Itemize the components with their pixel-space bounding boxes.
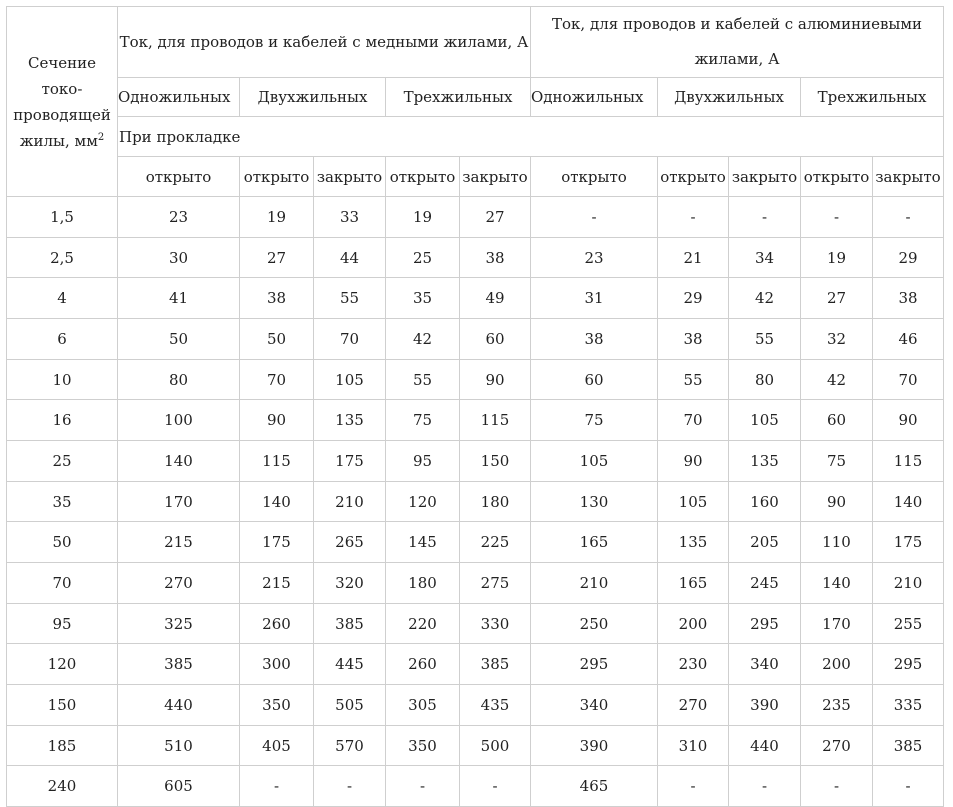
- cu-three-closed-cell: 38: [460, 237, 531, 278]
- cu-two-closed-cell: 320: [314, 563, 386, 604]
- al-three-open-cell: 42: [801, 359, 873, 400]
- al-three-open-cell: 140: [801, 563, 873, 604]
- section-cell: 50: [7, 522, 118, 563]
- cu-three-closed-cell: 60: [460, 319, 531, 360]
- section-cell: 6: [7, 319, 118, 360]
- table-row: [7, 441, 944, 482]
- table-row: [7, 359, 944, 400]
- copper-single-open-header: открыто: [118, 157, 240, 197]
- aluminum-single-core-header: Одножильных: [531, 78, 658, 117]
- al-two-closed-cell: 55: [729, 319, 801, 360]
- aluminum-three-core-header: Трехжильных: [801, 78, 944, 117]
- cu-three-closed-cell: 90: [460, 359, 531, 400]
- table-row: [7, 766, 944, 807]
- al-single-open-cell: 75: [531, 400, 658, 441]
- table-row: [7, 197, 944, 238]
- copper-header: Ток, для проводов и кабелей с медными жилами, А: [118, 7, 531, 78]
- al-two-open-cell: 90: [658, 441, 729, 482]
- al-single-open-cell: 60: [531, 359, 658, 400]
- al-single-open-cell: 38: [531, 319, 658, 360]
- copper-three-closed-header: закрыто: [460, 157, 531, 197]
- aluminum-three-closed-header: закрыто: [873, 157, 944, 197]
- cu-two-closed-cell: 570: [314, 725, 386, 766]
- al-three-closed-cell: 140: [873, 481, 944, 522]
- section-cell: 35: [7, 481, 118, 522]
- table-row: [7, 400, 944, 441]
- cu-three-open-cell: 35: [386, 278, 460, 319]
- al-three-closed-cell: 385: [873, 725, 944, 766]
- al-two-closed-cell: 42: [729, 278, 801, 319]
- al-single-open-cell: 465: [531, 766, 658, 807]
- al-two-closed-cell: 135: [729, 441, 801, 482]
- al-two-closed-cell: -: [729, 197, 801, 238]
- al-three-closed-cell: 29: [873, 237, 944, 278]
- al-two-closed-cell: 440: [729, 725, 801, 766]
- al-single-open-cell: 105: [531, 441, 658, 482]
- table-row: [7, 237, 944, 278]
- copper-two-core-header: Двухжильных: [240, 78, 386, 117]
- section-cell: 4: [7, 278, 118, 319]
- cu-two-closed-cell: 445: [314, 644, 386, 685]
- copper-two-closed-header: закрыто: [314, 157, 386, 197]
- al-three-closed-cell: 210: [873, 563, 944, 604]
- al-three-closed-cell: 255: [873, 603, 944, 644]
- current-capacity-table: [6, 6, 944, 807]
- cu-three-open-cell: 305: [386, 685, 460, 726]
- cu-two-closed-cell: 33: [314, 197, 386, 238]
- cu-three-open-cell: 180: [386, 563, 460, 604]
- al-three-open-cell: 27: [801, 278, 873, 319]
- al-two-open-cell: 270: [658, 685, 729, 726]
- al-two-closed-cell: 245: [729, 563, 801, 604]
- cu-three-closed-cell: 115: [460, 400, 531, 441]
- cu-three-open-cell: 350: [386, 725, 460, 766]
- al-three-closed-cell: 115: [873, 441, 944, 482]
- al-three-closed-cell: 70: [873, 359, 944, 400]
- aluminum-two-closed-header: закрыто: [729, 157, 801, 197]
- section-cell: 240: [7, 766, 118, 807]
- cu-single-open-cell: 140: [118, 441, 240, 482]
- section-cell: 120: [7, 644, 118, 685]
- section-header-label: Сечение токо-проводящей жилы, мм: [13, 53, 111, 150]
- al-two-closed-cell: 295: [729, 603, 801, 644]
- table-row: [7, 563, 944, 604]
- al-two-closed-cell: 160: [729, 481, 801, 522]
- al-two-closed-cell: 80: [729, 359, 801, 400]
- cu-three-closed-cell: 330: [460, 603, 531, 644]
- section-header-cell: [7, 7, 118, 197]
- cu-two-closed-cell: 175: [314, 441, 386, 482]
- cu-three-open-cell: 55: [386, 359, 460, 400]
- section-header-sup: 2: [97, 131, 105, 143]
- cu-two-closed-cell: -: [314, 766, 386, 807]
- al-single-open-cell: 210: [531, 563, 658, 604]
- copper-three-open-header: открыто: [386, 157, 460, 197]
- cu-three-closed-cell: 385: [460, 644, 531, 685]
- al-two-closed-cell: 340: [729, 644, 801, 685]
- table-row: [7, 319, 944, 360]
- section-cell: 16: [7, 400, 118, 441]
- al-three-open-cell: 110: [801, 522, 873, 563]
- aluminum-header: Ток, для проводов и кабелей с алюминиевыми жилами, А: [531, 7, 944, 78]
- al-two-open-cell: 230: [658, 644, 729, 685]
- cu-three-closed-cell: 275: [460, 563, 531, 604]
- cu-two-closed-cell: 70: [314, 319, 386, 360]
- al-single-open-cell: 23: [531, 237, 658, 278]
- al-three-closed-cell: 46: [873, 319, 944, 360]
- al-three-closed-cell: -: [873, 197, 944, 238]
- cu-three-closed-cell: 27: [460, 197, 531, 238]
- cu-two-closed-cell: 105: [314, 359, 386, 400]
- cu-three-closed-cell: 49: [460, 278, 531, 319]
- al-two-open-cell: -: [658, 197, 729, 238]
- al-single-open-cell: -: [531, 197, 658, 238]
- al-two-open-cell: 55: [658, 359, 729, 400]
- al-three-open-cell: -: [801, 766, 873, 807]
- al-three-closed-cell: -: [873, 766, 944, 807]
- al-three-open-cell: 200: [801, 644, 873, 685]
- copper-two-open-header: открыто: [240, 157, 314, 197]
- cu-three-open-cell: 220: [386, 603, 460, 644]
- section-cell: 95: [7, 603, 118, 644]
- cu-single-open-cell: 385: [118, 644, 240, 685]
- cu-two-open-cell: 260: [240, 603, 314, 644]
- al-two-open-cell: 21: [658, 237, 729, 278]
- al-three-open-cell: 60: [801, 400, 873, 441]
- cu-single-open-cell: 215: [118, 522, 240, 563]
- header-row-core-count: [7, 78, 944, 117]
- al-single-open-cell: 250: [531, 603, 658, 644]
- al-three-open-cell: 90: [801, 481, 873, 522]
- al-two-closed-cell: 34: [729, 237, 801, 278]
- cu-two-open-cell: 215: [240, 563, 314, 604]
- al-two-closed-cell: 105: [729, 400, 801, 441]
- table-body: [7, 197, 944, 807]
- cu-two-closed-cell: 505: [314, 685, 386, 726]
- al-single-open-cell: 295: [531, 644, 658, 685]
- section-cell: 2,5: [7, 237, 118, 278]
- laying-header: При прокладке: [118, 117, 944, 157]
- al-two-open-cell: 38: [658, 319, 729, 360]
- section-cell: 10: [7, 359, 118, 400]
- cu-two-open-cell: 405: [240, 725, 314, 766]
- cu-two-closed-cell: 265: [314, 522, 386, 563]
- al-three-open-cell: 235: [801, 685, 873, 726]
- aluminum-three-open-header: открыто: [801, 157, 873, 197]
- cu-single-open-cell: 23: [118, 197, 240, 238]
- cu-three-closed-cell: 225: [460, 522, 531, 563]
- al-two-open-cell: 165: [658, 563, 729, 604]
- al-single-open-cell: 31: [531, 278, 658, 319]
- cu-three-open-cell: 120: [386, 481, 460, 522]
- table-row: [7, 725, 944, 766]
- cu-two-open-cell: 115: [240, 441, 314, 482]
- al-two-closed-cell: -: [729, 766, 801, 807]
- al-three-closed-cell: 295: [873, 644, 944, 685]
- cu-single-open-cell: 41: [118, 278, 240, 319]
- cu-three-closed-cell: -: [460, 766, 531, 807]
- copper-single-core-header: Одножильных: [118, 78, 240, 117]
- cu-three-open-cell: -: [386, 766, 460, 807]
- al-two-open-cell: 135: [658, 522, 729, 563]
- cu-three-open-cell: 95: [386, 441, 460, 482]
- cu-single-open-cell: 30: [118, 237, 240, 278]
- cu-two-open-cell: 38: [240, 278, 314, 319]
- cu-two-closed-cell: 385: [314, 603, 386, 644]
- section-cell: 1,5: [7, 197, 118, 238]
- cu-single-open-cell: 510: [118, 725, 240, 766]
- header-row-open-closed: [7, 157, 944, 197]
- table-row: [7, 685, 944, 726]
- al-two-open-cell: 200: [658, 603, 729, 644]
- aluminum-two-open-header: открыто: [658, 157, 729, 197]
- al-three-open-cell: 19: [801, 237, 873, 278]
- table-row: [7, 522, 944, 563]
- table-row: [7, 278, 944, 319]
- table-row: [7, 481, 944, 522]
- cu-single-open-cell: 325: [118, 603, 240, 644]
- cu-two-open-cell: 27: [240, 237, 314, 278]
- al-two-closed-cell: 205: [729, 522, 801, 563]
- al-two-open-cell: 310: [658, 725, 729, 766]
- al-three-open-cell: -: [801, 197, 873, 238]
- cu-two-open-cell: 90: [240, 400, 314, 441]
- cu-single-open-cell: 605: [118, 766, 240, 807]
- cu-two-open-cell: 175: [240, 522, 314, 563]
- section-cell: 150: [7, 685, 118, 726]
- cu-three-closed-cell: 150: [460, 441, 531, 482]
- cu-three-open-cell: 260: [386, 644, 460, 685]
- section-cell: 185: [7, 725, 118, 766]
- section-cell: 70: [7, 563, 118, 604]
- cu-two-open-cell: 300: [240, 644, 314, 685]
- aluminum-two-core-header: Двухжильных: [658, 78, 801, 117]
- cu-two-open-cell: 70: [240, 359, 314, 400]
- cu-three-closed-cell: 500: [460, 725, 531, 766]
- cu-two-open-cell: 50: [240, 319, 314, 360]
- copper-three-core-header: Трехжильных: [386, 78, 531, 117]
- al-three-closed-cell: 175: [873, 522, 944, 563]
- cu-two-closed-cell: 55: [314, 278, 386, 319]
- al-single-open-cell: 340: [531, 685, 658, 726]
- al-three-open-cell: 32: [801, 319, 873, 360]
- cu-two-open-cell: 350: [240, 685, 314, 726]
- aluminum-single-open-header: открыто: [531, 157, 658, 197]
- al-single-open-cell: 165: [531, 522, 658, 563]
- al-two-closed-cell: 390: [729, 685, 801, 726]
- al-three-open-cell: 270: [801, 725, 873, 766]
- al-single-open-cell: 130: [531, 481, 658, 522]
- cu-three-open-cell: 19: [386, 197, 460, 238]
- al-three-closed-cell: 38: [873, 278, 944, 319]
- cu-three-closed-cell: 180: [460, 481, 531, 522]
- cu-single-open-cell: 100: [118, 400, 240, 441]
- al-two-open-cell: 70: [658, 400, 729, 441]
- al-two-open-cell: 29: [658, 278, 729, 319]
- cu-three-open-cell: 75: [386, 400, 460, 441]
- al-three-open-cell: 75: [801, 441, 873, 482]
- cu-three-open-cell: 25: [386, 237, 460, 278]
- cu-single-open-cell: 170: [118, 481, 240, 522]
- al-three-closed-cell: 90: [873, 400, 944, 441]
- cu-single-open-cell: 270: [118, 563, 240, 604]
- al-three-open-cell: 170: [801, 603, 873, 644]
- cu-single-open-cell: 80: [118, 359, 240, 400]
- cu-three-closed-cell: 435: [460, 685, 531, 726]
- al-three-closed-cell: 335: [873, 685, 944, 726]
- cu-two-open-cell: 140: [240, 481, 314, 522]
- cu-two-closed-cell: 210: [314, 481, 386, 522]
- al-two-open-cell: -: [658, 766, 729, 807]
- header-row-laying: [7, 117, 944, 157]
- al-two-open-cell: 105: [658, 481, 729, 522]
- cu-single-open-cell: 50: [118, 319, 240, 360]
- cu-two-closed-cell: 44: [314, 237, 386, 278]
- table-row: [7, 644, 944, 685]
- cu-two-open-cell: 19: [240, 197, 314, 238]
- table-row: [7, 603, 944, 644]
- cu-three-open-cell: 42: [386, 319, 460, 360]
- cu-three-open-cell: 145: [386, 522, 460, 563]
- al-single-open-cell: 390: [531, 725, 658, 766]
- cu-single-open-cell: 440: [118, 685, 240, 726]
- cu-two-closed-cell: 135: [314, 400, 386, 441]
- cu-two-open-cell: -: [240, 766, 314, 807]
- section-cell: 25: [7, 441, 118, 482]
